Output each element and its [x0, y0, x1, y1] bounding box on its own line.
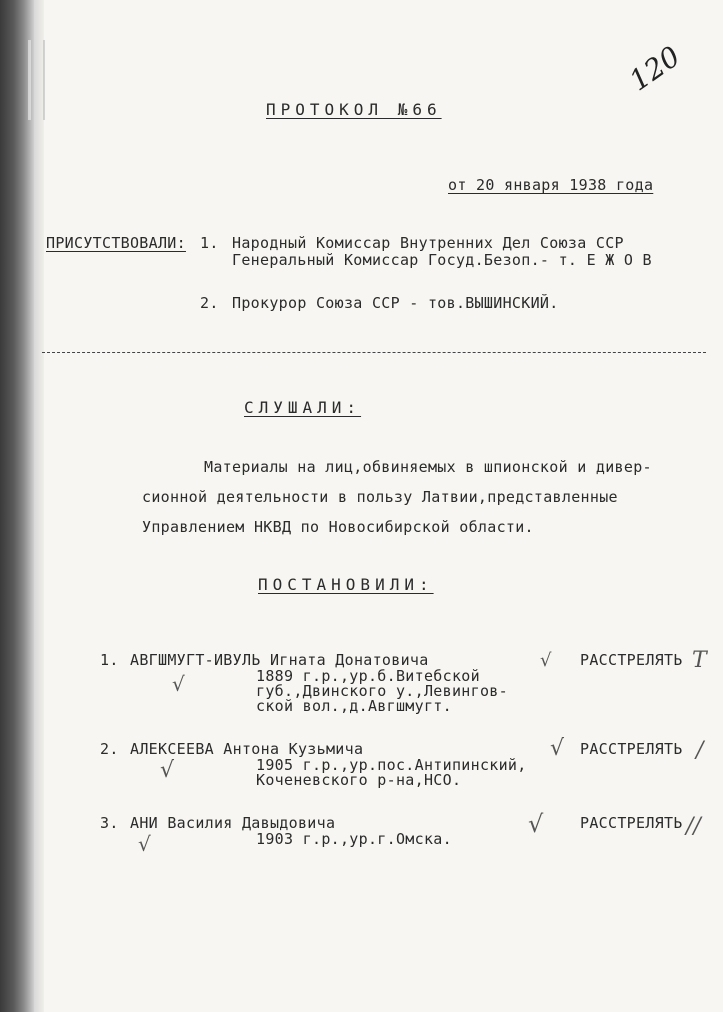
entry-3-num: 3.: [100, 814, 119, 832]
entry-3-name: АНИ Василия Давыдовича: [130, 814, 336, 832]
entry-1-detail-3: ской вол.,д.Авгшмугт.: [256, 697, 452, 715]
heard-line-3: Управлением НКВД по Новосибирской области.: [142, 518, 534, 536]
heard-line-1: Материалы на лиц,обвиняемых в шпионской и дивер-: [204, 458, 652, 476]
heard-line-2: сионной деятельности в пользу Латвии,представленные: [142, 488, 618, 506]
present-label: ПРИСУТСТВОВАЛИ:: [46, 234, 186, 252]
entry-3-detail-1: 1903 г.р.,ур.г.Омска.: [256, 830, 452, 848]
entry-3-verdict: РАССТРЕЛЯТЬ: [580, 814, 683, 832]
checkmark-icon: √: [160, 758, 175, 783]
entry-2-verdict: РАССТРЕЛЯТЬ: [580, 740, 683, 758]
entry-1-detail-1: 1889 г.р.,ур.б.Витебской: [256, 667, 480, 685]
protocol-title: ПРОТОКОЛ №66: [266, 100, 442, 119]
present-item-1-line2: Генеральный Комиссар Госуд.Безоп.- т. Е Ж О В: [232, 251, 652, 269]
entry-2-detail-2: Коченевского р-на,НСО.: [256, 771, 462, 789]
handwritten-mark-icon: //: [686, 814, 701, 839]
page-crease: [28, 40, 45, 120]
binding-edge: [0, 0, 34, 1012]
protocol-date: от 20 января 1938 года: [448, 176, 654, 194]
entry-2-detail-1: 1905 г.р.,ур.пос.Антипинский,: [256, 756, 527, 774]
present-item-1-line1: Народный Комиссар Внутренних Дел Союза ССР: [232, 234, 624, 252]
entry-1-verdict: РАССТРЕЛЯТЬ: [580, 651, 683, 669]
present-item-2-num: 2.: [200, 294, 219, 312]
decided-heading: ПОСТАНОВИЛИ:: [258, 575, 434, 594]
handwritten-mark-icon: Т: [692, 648, 707, 673]
checkmark-icon: √: [540, 650, 552, 671]
archive-number: 120: [623, 39, 687, 98]
entry-2-num: 2.: [100, 740, 119, 758]
present-item-1-num: 1.: [200, 234, 219, 252]
binding-shadow: [34, 0, 44, 1012]
entry-1-num: 1.: [100, 651, 119, 669]
entry-1-name: АВГШМУГТ-ИВУЛЬ Игната Донатовича: [130, 651, 429, 669]
present-item-2-line1: Прокурор Союза ССР - тов.ВЫШИНСКИЙ.: [232, 294, 559, 312]
heard-heading: СЛУШАЛИ:: [244, 398, 362, 417]
checkmark-icon: √: [138, 832, 151, 856]
entry-2-name: АЛЕКСЕЕВА Антона Кузьмича: [130, 740, 364, 758]
divider: [42, 352, 706, 353]
entry-1-detail-2: губ.,Двинского у.,Левингов-: [256, 682, 508, 700]
checkmark-icon: √: [528, 810, 544, 838]
checkmark-icon: √: [550, 736, 565, 761]
checkmark-icon: √: [172, 672, 185, 696]
handwritten-mark-icon: /: [696, 738, 704, 763]
